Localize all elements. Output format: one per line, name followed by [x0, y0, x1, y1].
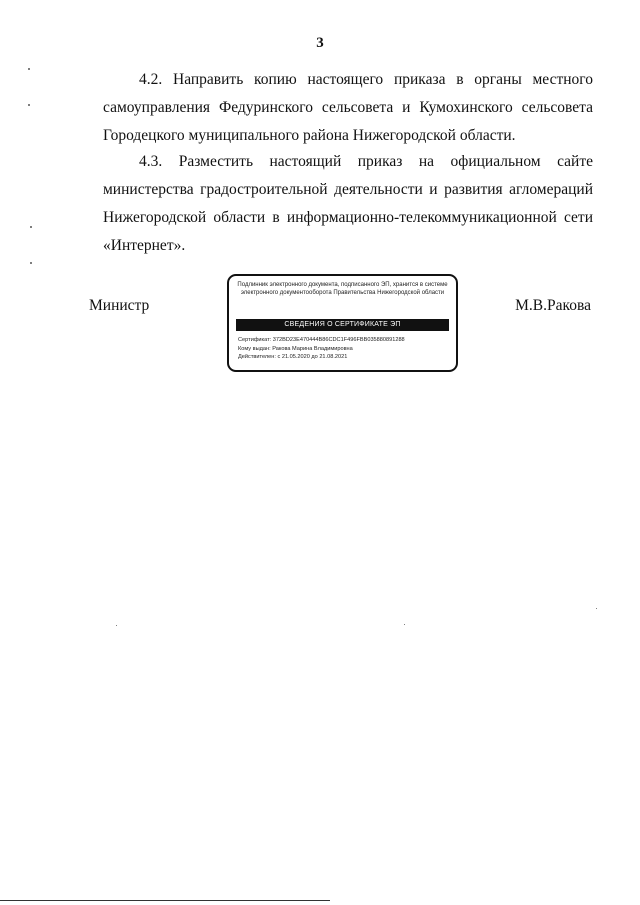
- issued-to-value: Ракова Марина Владимировна: [272, 345, 353, 352]
- signer-name: М.В.Ракова: [515, 297, 591, 314]
- validity-value: с 21.05.2020 до 21.08.2021: [277, 354, 348, 360]
- validity-row: [238, 353, 450, 362]
- issued-to-label: Кому выдан:: [238, 345, 271, 352]
- stamp-certificate-details: [238, 336, 450, 362]
- scan-speck: [28, 68, 30, 70]
- paragraph-4-3: 4.3. Разместить настоящий приказ на официальном сайте министерства градостроительной деятельности и развития агломераций Нижегородской области в информационно-телекоммуникационной сети «Интернет».: [103, 153, 593, 254]
- certificate-label: Сертификат:: [238, 337, 272, 343]
- stamp-header-text: Подлинник электронного документа, подписанного ЭП, хранится в системе электронного документооборота Правительства Нижегородской области: [237, 282, 448, 296]
- scan-speck: [28, 104, 30, 106]
- electronic-signature-stamp: [227, 274, 458, 372]
- stamp-certificate-heading: СВЕДЕНИЯ О СЕРТИФИКАТЕ ЭП: [236, 319, 449, 331]
- certificate-row: [238, 336, 450, 345]
- page-number: 3: [316, 35, 324, 51]
- validity-label: Действителен:: [238, 354, 276, 360]
- scan-speck: [404, 624, 405, 625]
- issued-to-row: [238, 345, 450, 354]
- scan-speck: [596, 608, 597, 609]
- scan-bottom-edge: [0, 900, 330, 901]
- scan-speck: [30, 226, 32, 228]
- signer-title: Министр: [89, 297, 150, 314]
- scan-speck: [30, 262, 32, 264]
- scan-speck: [116, 625, 117, 626]
- certificate-value: 372BD23E470444B86CDC1F496FBB035880891288: [272, 337, 405, 343]
- paragraph-4-2: 4.2. Направить копию настоящего приказа в органы местного самоуправления Федуринского сельсовета и Кумохинского сельсовета Городецкого муниципального района Нижегородской области.: [103, 71, 593, 144]
